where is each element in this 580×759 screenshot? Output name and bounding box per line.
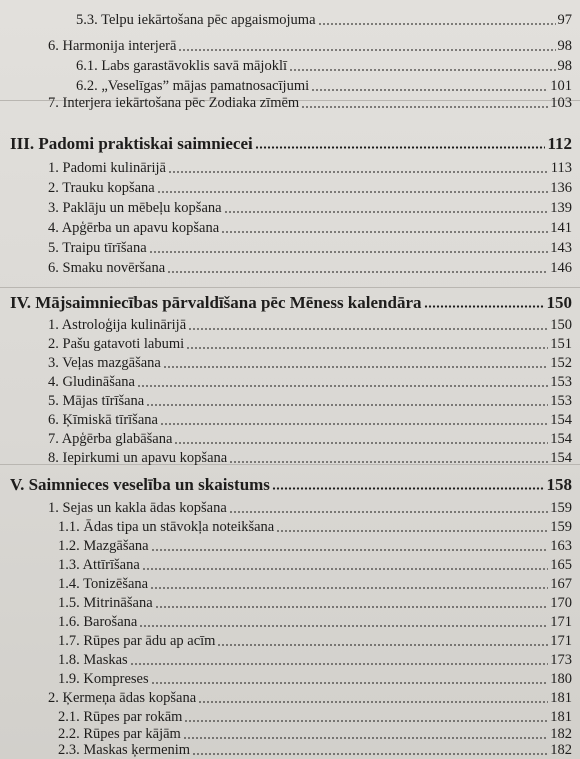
page-number: 182 [550, 742, 572, 758]
page-number: 97 [557, 12, 572, 28]
entry-title: 2. Trauku kopšana [48, 180, 155, 196]
toc-entry[interactable] [76, 9, 572, 29]
entry-title: 4. Gludināšana [48, 374, 135, 390]
entry-title: 6. Smaku novēršana [48, 260, 166, 276]
page-number: 151 [550, 336, 572, 352]
toc-entry[interactable] [48, 217, 572, 237]
dot-leader [424, 305, 545, 308]
toc-entry[interactable] [48, 428, 572, 448]
dot-leader [130, 663, 549, 665]
toc-entry[interactable] [58, 668, 572, 688]
toc-entry[interactable] [48, 497, 572, 517]
dot-leader [150, 587, 548, 589]
toc-entry[interactable] [48, 35, 572, 55]
entry-title: 3. Veļas mazgāšana [48, 355, 161, 371]
entry-title: 2.1. Rūpes par rokām [58, 709, 183, 725]
page-number: 150 [546, 293, 572, 312]
toc-entry[interactable] [48, 314, 572, 334]
page-number: 165 [550, 557, 572, 573]
dot-leader [198, 701, 548, 703]
page-number: 154 [550, 450, 572, 466]
entry-title: 5. Mājas tīrīšana [48, 393, 145, 409]
dot-leader [160, 423, 548, 425]
dot-leader [276, 530, 548, 532]
dot-leader [289, 69, 555, 71]
toc-section-heading[interactable] [10, 134, 572, 154]
page-number: 153 [550, 393, 572, 409]
entry-title: 2. Pašu gatavoti labumi [48, 336, 185, 352]
dot-leader [311, 89, 548, 91]
dot-leader [224, 211, 549, 213]
dot-leader [229, 461, 548, 463]
entry-title: 2.2. Rūpes par kājām [58, 726, 181, 742]
toc-entry[interactable] [58, 554, 572, 574]
dot-leader [149, 251, 549, 253]
toc-entry[interactable] [48, 257, 572, 277]
entry-title: 1.9. Kompreses [58, 671, 149, 687]
entry-title: 3. Paklāju un mēbeļu kopšana [48, 200, 222, 216]
entry-title: 6. Ķīmiskā tīrīšana [48, 412, 158, 428]
page-number: 146 [550, 260, 572, 276]
page-number: 103 [550, 95, 572, 111]
page-number: 152 [550, 355, 572, 371]
toc-entry[interactable] [48, 371, 572, 391]
entry-title: 1.2. Mazgāšana [58, 538, 149, 554]
entry-title: 1.8. Maskas [58, 652, 128, 668]
section-title: IV. Mājsaimniecības pārvaldīšana pēc Mēness kalendāra [10, 293, 422, 312]
page-number: 98 [557, 38, 572, 54]
page-number: 141 [550, 220, 572, 236]
dot-leader [151, 549, 549, 551]
entry-title: 2.3. Maskas ķermenim [58, 742, 191, 758]
dot-leader [217, 644, 548, 646]
toc-entry[interactable] [58, 630, 572, 650]
page-number: 173 [550, 652, 572, 668]
section-title: V. Saimnieces veselība un skaistums [10, 475, 270, 494]
entry-title: 1.5. Mitrināšana [58, 595, 153, 611]
page-number: 136 [550, 180, 572, 196]
page-number: 98 [557, 58, 572, 74]
page-number: 159 [550, 500, 572, 516]
toc-entry[interactable] [48, 237, 572, 257]
entry-title: 4. Apģērba un apavu kopšana [48, 220, 220, 236]
toc-section-heading[interactable] [10, 293, 572, 313]
dot-leader [318, 23, 556, 25]
dot-leader [157, 191, 549, 193]
page-number: 143 [550, 240, 572, 256]
toc-entry[interactable] [48, 92, 572, 112]
toc-section-heading[interactable] [10, 475, 572, 495]
page-number: 113 [550, 160, 572, 176]
dot-leader [186, 347, 548, 349]
toc-entry[interactable] [48, 197, 572, 217]
entry-title: 5.3. Telpu iekārtošana pēc apgaismojuma [76, 12, 316, 28]
entry-title: 6. Harmonija interjerā [48, 38, 177, 54]
dot-leader [221, 231, 548, 233]
dot-leader [155, 606, 549, 608]
dot-leader [139, 625, 548, 627]
dot-leader [272, 487, 545, 490]
page-number: 163 [550, 538, 572, 554]
page-number: 101 [550, 78, 572, 94]
page-number: 112 [547, 134, 572, 153]
page-number: 181 [550, 690, 572, 706]
entry-title: 1. Sejas un kakla ādas kopšana [48, 500, 227, 516]
entry-title: 1.4. Tonizēšana [58, 576, 149, 592]
entry-title: 7. Apģērba glabāšana [48, 431, 173, 447]
toc-entry[interactable] [48, 157, 572, 177]
dot-leader [163, 366, 548, 368]
page-number: 159 [550, 519, 572, 535]
dot-leader [142, 568, 548, 570]
toc-entry[interactable] [48, 333, 572, 353]
toc-entry[interactable] [58, 516, 572, 536]
page-number: 158 [546, 475, 572, 494]
page-number: 167 [550, 576, 572, 592]
dot-leader [184, 720, 548, 722]
dot-leader [301, 106, 548, 108]
dot-leader [137, 385, 548, 387]
dot-leader [178, 49, 555, 51]
entry-title: 6.1. Labs garastāvoklis savā mājoklī [76, 58, 288, 74]
dot-leader [229, 511, 548, 513]
toc-entry[interactable] [58, 573, 572, 593]
toc-entry[interactable] [58, 535, 572, 555]
page-number: 154 [550, 412, 572, 428]
section-title: III. Padomi praktiskai saimniecei [10, 134, 253, 153]
dot-leader [167, 271, 548, 273]
toc-entry[interactable] [48, 177, 572, 197]
toc-entry[interactable] [58, 592, 572, 612]
entry-title: 1.7. Rūpes par ādu ap acīm [58, 633, 216, 649]
entry-title: 1. Padomi kulinārijā [48, 160, 166, 176]
toc-entry[interactable] [48, 409, 572, 429]
page-number: 181 [550, 709, 572, 725]
page-number: 150 [550, 317, 572, 333]
entry-title: 7. Interjera iekārtošana pēc Zodiaka zīmēm [48, 95, 300, 111]
entry-title: 1.1. Ādas tipa un stāvokļa noteikšana [58, 519, 275, 535]
page-number: 171 [550, 633, 572, 649]
entry-title: 2. Ķermeņa ādas kopšana [48, 690, 197, 706]
dot-leader [168, 171, 549, 173]
entry-title: 6.2. „Veselīgas” mājas pamatnosacījumi [76, 78, 310, 94]
toc-entry[interactable] [48, 447, 572, 467]
dot-leader [174, 442, 548, 444]
toc-entry[interactable] [58, 611, 572, 631]
page-number: 180 [550, 671, 572, 687]
entry-title: 1.3. Attīrīšana [58, 557, 140, 573]
dot-leader [151, 682, 549, 684]
dot-leader [146, 404, 548, 406]
dot-leader [192, 753, 548, 755]
toc-entry[interactable] [58, 649, 572, 669]
page-number: 139 [550, 200, 572, 216]
entry-title: 1. Astroloģija kulinārijā [48, 317, 187, 333]
dot-leader [255, 146, 546, 149]
toc-entry[interactable] [76, 55, 572, 75]
page-number: 171 [550, 614, 572, 630]
page-number: 170 [550, 595, 572, 611]
toc-entry[interactable] [48, 352, 572, 372]
toc-entry[interactable] [48, 687, 572, 707]
toc-entry[interactable] [58, 739, 572, 759]
page-number: 182 [550, 726, 572, 742]
entry-title: 8. Iepirkumi un apavu kopšana [48, 450, 228, 466]
entry-title: 5. Traipu tīrīšana [48, 240, 147, 256]
toc-entry[interactable] [48, 390, 572, 410]
page-number: 153 [550, 374, 572, 390]
entry-title: 1.6. Barošana [58, 614, 138, 630]
section-divider [0, 287, 580, 288]
page-number: 154 [550, 431, 572, 447]
dot-leader [188, 328, 548, 330]
